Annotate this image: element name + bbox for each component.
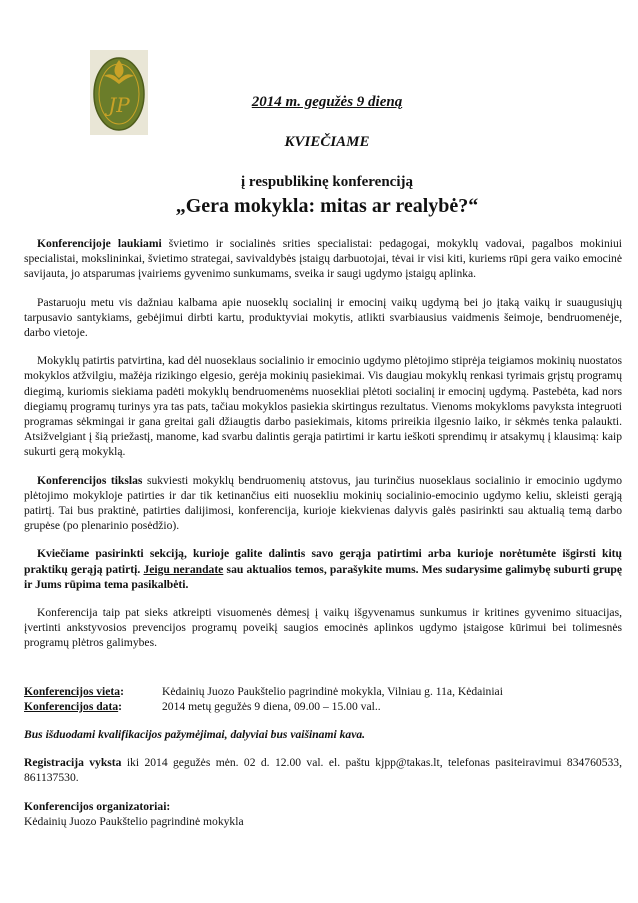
date-label-colon: : bbox=[118, 699, 123, 713]
event-date-heading: 2014 m. gegužės 9 dieną bbox=[251, 94, 403, 110]
organizers-label: Konferencijos organizatoriai: bbox=[24, 799, 171, 813]
paragraph-section-invite bbox=[24, 546, 622, 592]
paragraph-audience bbox=[24, 236, 622, 282]
paragraph-goal bbox=[24, 473, 622, 534]
section-invite-text-b: sau aktualios temos, parašykite mums. Mes sudarysime galimybę suburti grupę ir Jums rūpima tema pasikalbėti. bbox=[24, 562, 623, 591]
goal-lead: Konferencijos tikslas bbox=[37, 473, 143, 487]
conference-place-row bbox=[24, 684, 622, 699]
section-invite-text-a: Kviečiame pasirinkti sekciją, kurioje galite dalintis savo gerąja patirtimi arba kurioje norėtumėte išgirsti kitų praktikų gerąją patirtį. bbox=[24, 547, 622, 576]
place-label-colon: : bbox=[120, 684, 124, 698]
place-label-text: Konferencijos vieta bbox=[24, 684, 121, 698]
paragraph-experience: Mokyklų patirtis patvirtina, kad dėl nuoseklaus socialinio ir emocinio ugdymo plėtojimo stiprėja teigiamos mokinių nuostatos mokyklos atžvilgiu, mažėja rizikingo elgesio, gerėja mokinių pasiekimai. Vis daugiau mokyklų renkasi tyrimais grįstų programų diegimą, kuriomis siekiama padėti mokyklų bendruomenėms nuosekliai plėtoti socialinį ir emocinį ugdymą. Pastebėta, kad nors diegiamų programų turinys yra tas pats, tačiau mokyklos pasiekia skirtingus rezultatus. Vienoms mokykloms pavyksta integruoti programas sėkmingai ir gana greitai gali džiaugtis darbo pasiekimais, kitoms prireikia ilgesnio laiko, ir sėkmės tenka palaukti. Atsižvelgiant į šią priežastį, manome, kad svarbu dalintis gerąja patirtimi ir kartu ieškoti sprendimų ir atsakymų į klausimą: kaip sukurti gerą mokyklą. bbox=[24, 354, 622, 459]
conference-place-value: Kėdainių Juozo Paukštelio pagrindinė mokykla, Vilniau g. 11a, Kėdainiai bbox=[162, 684, 503, 698]
registration-text: iki 2014 gegužės mėn. 02 d. 12.00 val. el. paštu kjpp@takas.lt, telefonas pasiteiravimui 834760533, 861137530. bbox=[24, 756, 622, 785]
invite-heading: KVIEČIAME bbox=[284, 134, 370, 150]
conference-subtitle: į respublikinę konferenciją bbox=[241, 174, 413, 190]
date-label-text: Konferencijos data bbox=[24, 699, 119, 713]
conference-date-row bbox=[24, 699, 622, 714]
conference-title: „Gera mokykla: mitas ar realybė?“ bbox=[175, 195, 479, 217]
organizers-value: Kėdainių Juozo Paukštelio pagrindinė mokykla bbox=[24, 814, 244, 828]
school-emblem-logo bbox=[90, 50, 148, 135]
goal-text: sukviesti mokyklų bendruomenių atstovus, jau turinčius nuoseklaus socialinio ir emocinio ugdymo plėtojimo mokykloje patirties ir dar tik ketinančius eiti nuosekliu mokinių socialinio-emocinio ugdymo keliu, skleisti gerąją patirtį. Tai bus praktinė, patirties dalijimosi, konferencija, kurioje kiekvienas dalyvis galės pasirinkti sau aktualią temą darbo grupėse (po plenarinio posėdžio). bbox=[24, 473, 623, 533]
conference-date-label bbox=[24, 699, 162, 714]
organizers-block bbox=[24, 799, 622, 829]
svg-text:JP: JP bbox=[108, 93, 130, 117]
conference-place-label bbox=[24, 684, 162, 699]
paragraph-prevention: Konferencija taip pat sieks atkreipti visuomenės dėmesį į vaikų išgyvenamus sunkumus ir kritines gyvenimo situacijas, įvertinti ankstyvosios prevencijos programų poveikį saugios emocinės aplinkos ugdymo įstaigose kūrimui bei tolimesnės programų plėtros galimybes. bbox=[24, 606, 622, 650]
audience-lead: Konferencijoje laukiami bbox=[37, 237, 162, 250]
certificate-notice: Bus išduodami kvalifikacijos pažymėjimai, dalyviai bus vaišinami kava. bbox=[24, 728, 366, 742]
registration-paragraph bbox=[24, 755, 622, 785]
conference-date-value: 2014 metų gegužės 9 diena, 09.00 – 15.00 val.. bbox=[162, 699, 381, 713]
audience-text: švietimo ir socialinės srities specialistai: pedagogai, mokyklų vadovai, pagalbos mokiniui specialistai, mokslininkai, švietimo strategai, savivaldybės įstaigų darbuotojai, tėvai ir visi kiti, kuriems rūpi gera vaiko emocinė savijauta, jo atsparumas įvairiems gyvenimo sunkumams, sveika ir saugi ugdymo įstaigų aplinka. bbox=[24, 237, 622, 281]
document-body bbox=[24, 236, 622, 829]
registration-lead: Registracija vyksta bbox=[24, 756, 122, 770]
section-invite-underlined: Jeigu nerandate bbox=[143, 562, 224, 576]
paragraph-context: Pastaruoju metu vis dažniau kalbama apie nuoseklų socialinį ir emocinį vaikų ugdymą bei jo įtaką vaikų ir suaugusiųjų tarpusavio santykiams, gebėjimui dirbti kartu, produktyviai mokytis, atlikti svarbiausius vaidmenis šeimoje, bendruomenėje, darbo vietoje. bbox=[24, 295, 622, 340]
